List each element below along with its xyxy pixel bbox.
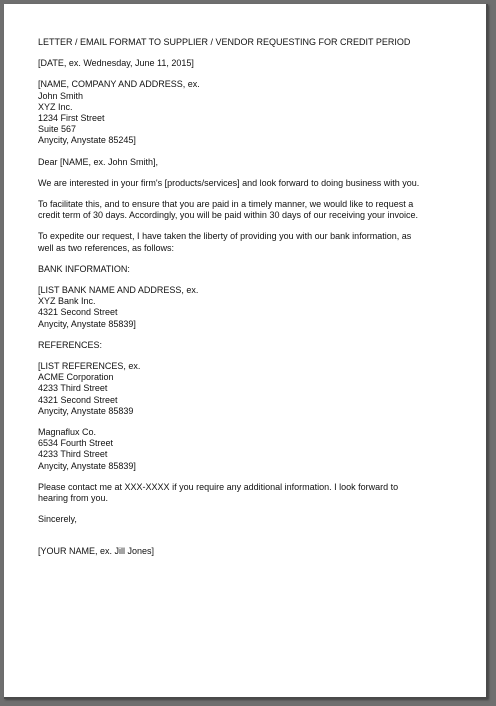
section-heading: REFERENCES: (38, 339, 103, 350)
salutation (38, 157, 474, 168)
reference-line: 4321 Second Street (38, 394, 118, 405)
reference-line: 4233 Third Street (38, 383, 108, 394)
document-page (4, 4, 488, 699)
bank-line: 4321 Second Street (38, 307, 118, 318)
paragraph-interest (38, 178, 474, 189)
letter-body (38, 37, 474, 557)
signoff (38, 514, 474, 525)
paragraph-line: well as two references, as follows: (38, 242, 175, 253)
paragraph-line: credit term of 30 days. Accordingly, you will be paid within 30 days of our receiving your invoice. (38, 210, 419, 221)
recipient-line: [NAME, COMPANY AND ADDRESS, ex. (38, 79, 200, 90)
paragraph-expedite (38, 231, 474, 253)
date-line: [DATE, ex. Wednesday, June 11, 2015] (38, 58, 194, 69)
recipient-line: John Smith (38, 90, 84, 101)
closing-paragraph (38, 482, 474, 504)
reference-line: Magnaflux Co. (38, 427, 97, 438)
bank-heading (38, 264, 474, 275)
bank-line: Anycity, Anystate 85839] (38, 318, 136, 329)
paragraph-line: To facilitate this, and to ensure that you are paid in a timely manner, we would like to request a (38, 199, 414, 210)
reference-line: ACME Corporation (38, 372, 114, 383)
paragraph-line: hearing from you. (38, 493, 109, 504)
reference-line: 4233 Third Street (38, 449, 108, 460)
recipient-line: XYZ Inc. (38, 101, 73, 112)
salutation-text: Dear [NAME, ex. John Smith], (38, 156, 159, 167)
bank-line: [LIST BANK NAME AND ADDRESS, ex. (38, 285, 199, 296)
section-heading: BANK INFORMATION: (38, 263, 130, 274)
letter-title (38, 37, 474, 48)
signature-text: [YOUR NAME, ex. Jill Jones] (38, 545, 155, 556)
signoff-text: Sincerely, (38, 514, 77, 525)
recipient-line: Anycity, Anystate 85245] (38, 135, 136, 146)
reference-2 (38, 427, 474, 472)
recipient-address (38, 79, 474, 146)
signature (38, 546, 474, 557)
title-text: LETTER / EMAIL FORMAT TO SUPPLIER / VENDOR REQUESTING FOR CREDIT PERIOD (38, 37, 411, 47)
reference-line: [LIST REFERENCES, ex. (38, 361, 141, 372)
paragraph-line: Please contact me at XXX-XXXX if you require any additional information. I look forward to (38, 481, 399, 492)
references-heading (38, 340, 474, 351)
paragraph-line: To expedite our request, I have taken the liberty of providing you with our bank information, as (38, 231, 412, 242)
paragraph-credit-term (38, 199, 474, 221)
paragraph-line: We are interested in your firm's [products/services] and look forward to doing business with you. (38, 177, 420, 188)
recipient-line: Suite 567 (38, 124, 77, 135)
bank-line: XYZ Bank Inc. (38, 296, 96, 307)
reference-1 (38, 361, 474, 417)
reference-line: Anycity, Anystate 85839 (38, 405, 134, 416)
reference-line: 6534 Fourth Street (38, 438, 114, 449)
reference-line: Anycity, Anystate 85839] (38, 460, 136, 471)
recipient-line: 1234 First Street (38, 113, 105, 124)
bank-info (38, 285, 474, 330)
date-block (38, 58, 474, 69)
